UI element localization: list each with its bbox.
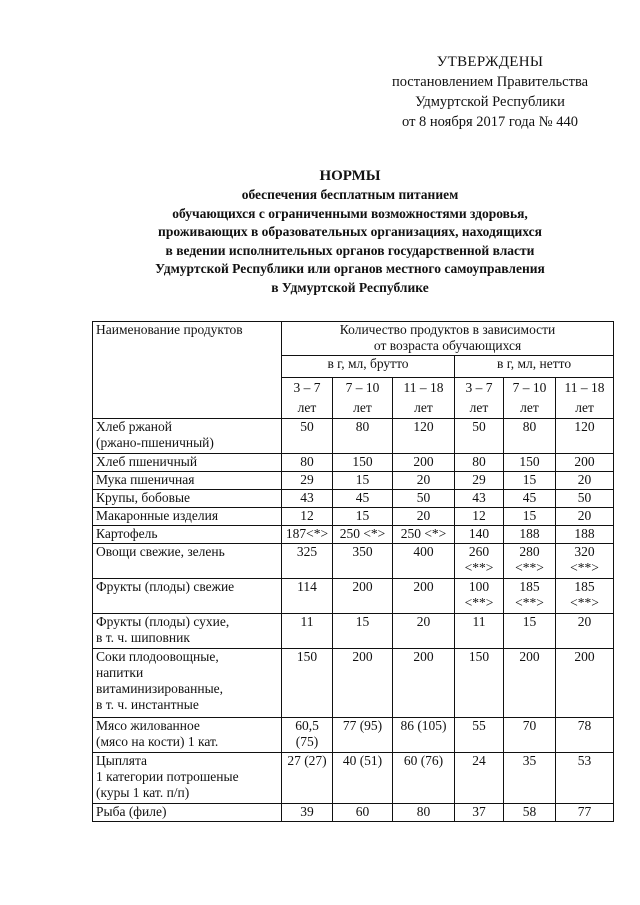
value-line: 200	[413, 579, 434, 594]
value-cell	[504, 804, 556, 822]
value-line: 200	[519, 649, 540, 664]
header-age-1	[333, 378, 393, 419]
value-cell	[556, 419, 614, 454]
product-name-line: Макаронные изделия	[96, 508, 219, 523]
value-cell	[282, 526, 333, 544]
value-cell	[282, 508, 333, 526]
value-line: 20	[577, 472, 592, 487]
value-cell	[504, 419, 556, 454]
product-name-line: (ржано-пшеничный)	[96, 435, 214, 450]
value-line: 77 (95)	[342, 718, 383, 733]
value-cell	[504, 454, 556, 472]
header-age-line: лет	[297, 400, 317, 415]
value-line: 27 (27)	[287, 753, 327, 768]
product-name-line: Фрукты (плоды) свежие	[96, 579, 235, 594]
value-cell	[556, 454, 614, 472]
value-line: 80	[522, 419, 537, 434]
value-line: 55	[472, 718, 486, 733]
value-line: 200	[413, 454, 434, 469]
header-age-line: лет	[520, 400, 539, 415]
value-cell	[282, 544, 333, 579]
value-line: 80	[472, 454, 486, 469]
value-cell	[333, 472, 393, 490]
product-name-line: витаминизированные,	[96, 681, 224, 696]
value-line: 35	[522, 753, 537, 768]
product-name-line: Хлеб ржаной	[96, 419, 172, 434]
value-cell	[393, 526, 455, 544]
value-line: 80	[300, 454, 314, 469]
value-cell	[556, 614, 614, 649]
value-cell	[333, 419, 393, 454]
value-line: 39	[300, 804, 314, 819]
value-line: 60 (76)	[403, 753, 444, 768]
value-cell	[333, 544, 393, 579]
value-cell	[393, 490, 455, 508]
value-cell	[455, 753, 504, 804]
value-line: 200	[352, 649, 373, 664]
value-line: 20	[416, 472, 431, 487]
value-cell	[333, 753, 393, 804]
value-line: 188	[519, 526, 540, 541]
value-line: 29	[300, 472, 314, 487]
value-cell	[455, 454, 504, 472]
value-line: 11	[300, 614, 314, 629]
header-quantity: Количество продуктов в зависимости от возраста обучающихся	[282, 322, 614, 356]
value-cell	[455, 579, 504, 614]
value-cell	[455, 472, 504, 490]
value-line: 70	[522, 718, 537, 733]
value-cell	[455, 419, 504, 454]
header-age-line: 3 – 7	[293, 380, 321, 395]
value-line: 50	[472, 419, 486, 434]
product-name-cell	[93, 753, 282, 804]
product-name-cell	[93, 544, 282, 579]
value-cell	[393, 472, 455, 490]
value-cell	[393, 579, 455, 614]
header-age-2	[393, 378, 455, 419]
value-cell	[455, 614, 504, 649]
title-line-4: в ведении исполнительных органов государственной власти	[165, 242, 535, 258]
value-cell	[282, 614, 333, 649]
value-line: 37	[472, 804, 486, 819]
value-cell	[504, 649, 556, 718]
header-net: в г, мл, нетто	[455, 356, 614, 378]
table-row	[93, 454, 614, 472]
value-cell	[333, 718, 393, 753]
product-name-line: в т. ч. инстантные	[96, 697, 199, 712]
value-line: 60,5	[295, 718, 319, 733]
value-cell	[556, 472, 614, 490]
product-name-line: Мука пшеничная	[96, 472, 195, 487]
product-name-line: Картофель	[96, 526, 158, 541]
value-cell	[504, 614, 556, 649]
product-name-cell	[93, 508, 282, 526]
value-cell	[455, 490, 504, 508]
table-row	[93, 544, 614, 579]
value-cell	[393, 753, 455, 804]
value-line: 250 <*>	[400, 526, 447, 541]
product-name-line: (куры 1 кат. п/п)	[96, 785, 190, 800]
value-line: 11	[472, 614, 486, 629]
value-line: 15	[355, 614, 370, 629]
value-cell	[333, 804, 393, 822]
value-cell	[455, 649, 504, 718]
value-line: 140	[468, 526, 490, 541]
product-name-line: Фрукты (плоды) сухие,	[96, 614, 230, 629]
value-line: 77	[577, 804, 592, 819]
value-line: 320	[574, 544, 595, 559]
header-age-line: лет	[469, 400, 489, 415]
value-line: 24	[472, 753, 486, 768]
value-line: 260	[468, 544, 490, 559]
value-cell	[556, 490, 614, 508]
value-cell	[504, 526, 556, 544]
product-name-cell	[93, 472, 282, 490]
header-age-line: 11 – 18	[403, 380, 444, 395]
product-name-line	[96, 560, 279, 576]
approval-line-3: от 8 ноября 2017 года № 440	[402, 114, 578, 130]
value-line: 43	[300, 490, 314, 505]
header-age-line: 3 – 7	[465, 380, 493, 395]
value-cell	[393, 454, 455, 472]
value-cell	[556, 804, 614, 822]
value-line: <**>	[464, 560, 494, 575]
value-cell	[504, 718, 556, 753]
value-cell	[556, 526, 614, 544]
value-cell	[282, 718, 333, 753]
approval-heading: УТВЕРЖДЕНЫ	[436, 54, 544, 70]
value-line: 29	[472, 472, 486, 487]
value-line: 15	[522, 472, 537, 487]
value-cell	[504, 472, 556, 490]
value-cell	[333, 508, 393, 526]
value-line: 120	[574, 419, 595, 434]
value-cell	[393, 544, 455, 579]
product-name-line: (мясо на кости) 1 кат.	[96, 734, 219, 749]
table-row	[93, 419, 614, 454]
product-name-cell	[93, 454, 282, 472]
title-line-1: обеспечения бесплатным питанием	[241, 187, 459, 202]
value-line: 200	[574, 454, 595, 469]
product-name-line: в т. ч. шиповник	[96, 630, 190, 645]
value-line: 78	[577, 718, 592, 733]
value-line: 150	[296, 649, 318, 664]
header-row-1	[93, 322, 614, 356]
product-name-cell	[93, 419, 282, 454]
value-cell	[556, 753, 614, 804]
title-line-2: обучающихся с ограниченными возможностями здоровья,	[172, 205, 528, 221]
value-cell	[282, 472, 333, 490]
value-cell	[504, 579, 556, 614]
product-name-cell	[93, 804, 282, 822]
product-name-cell	[93, 526, 282, 544]
product-name-cell	[93, 614, 282, 649]
value-line: 120	[413, 419, 434, 434]
table-row	[93, 508, 614, 526]
value-line: 20	[416, 508, 431, 523]
value-cell	[282, 419, 333, 454]
value-cell	[282, 649, 333, 718]
value-cell	[556, 649, 614, 718]
value-cell	[282, 490, 333, 508]
value-line: <**>	[570, 560, 599, 575]
value-line: 15	[355, 472, 370, 487]
value-cell	[333, 649, 393, 718]
value-line: 20	[416, 614, 431, 629]
value-line: 12	[472, 508, 486, 523]
title-main: НОРМЫ	[319, 168, 381, 184]
value-line: 150	[519, 454, 540, 469]
value-cell	[455, 508, 504, 526]
value-cell	[282, 454, 333, 472]
value-cell	[282, 579, 333, 614]
value-line: 200	[413, 649, 434, 664]
value-line: 15	[522, 614, 537, 629]
value-cell	[455, 718, 504, 753]
product-name-cell	[93, 579, 282, 614]
value-line: 350	[352, 544, 373, 559]
product-name-line: напитки	[96, 665, 144, 680]
value-cell	[455, 804, 504, 822]
value-line: 20	[577, 508, 592, 523]
header-age-0	[282, 378, 333, 419]
approval-line-1: постановлением Правительства	[391, 74, 589, 90]
table-row	[93, 804, 614, 822]
product-name-line: Мясо жилованное	[96, 718, 200, 733]
value-cell	[393, 614, 455, 649]
table-row	[93, 490, 614, 508]
value-line: 80	[355, 419, 370, 434]
value-line: 45	[355, 490, 370, 505]
value-cell	[333, 526, 393, 544]
approval-line-2: Удмуртской Республики	[415, 94, 565, 110]
title-line-6: в Удмуртской Республике	[271, 279, 429, 295]
product-name-line: Крупы, бобовые	[96, 490, 191, 505]
value-line: <**>	[570, 595, 599, 610]
table-row	[93, 614, 614, 649]
product-name-cell	[93, 718, 282, 753]
value-line: <**>	[515, 560, 544, 575]
value-cell	[282, 753, 333, 804]
title-line-3: проживающих в образовательных организациях, находящихся	[158, 224, 542, 240]
table-row	[93, 718, 614, 753]
value-cell	[282, 804, 333, 822]
document-title	[90, 166, 610, 298]
product-name-line: Рыба (филе)	[96, 804, 167, 819]
value-line: 45	[522, 490, 537, 505]
value-line: 200	[352, 579, 373, 594]
value-cell	[455, 526, 504, 544]
value-line: 250 <*>	[339, 526, 386, 541]
value-line: 43	[472, 490, 486, 505]
value-line: 50	[577, 490, 592, 505]
value-cell	[556, 508, 614, 526]
value-cell	[393, 419, 455, 454]
table-row	[93, 472, 614, 490]
value-cell	[333, 579, 393, 614]
value-cell	[504, 490, 556, 508]
header-age-line: лет	[414, 400, 433, 415]
value-line: 100	[468, 579, 490, 594]
value-line: 185	[574, 579, 595, 594]
value-cell	[455, 544, 504, 579]
product-name-line: 1 категории потрошеные	[96, 769, 239, 784]
value-cell	[556, 579, 614, 614]
value-line: 200	[574, 649, 595, 664]
header-age-line: 7 – 10	[345, 380, 380, 395]
table-body	[93, 419, 614, 822]
value-cell	[393, 508, 455, 526]
value-line: 53	[577, 753, 592, 768]
product-name-line: Соки плодоовощные,	[96, 649, 219, 664]
norms-table	[92, 321, 614, 822]
value-line: 50	[416, 490, 431, 505]
header-gross: в г, мл, брутто	[282, 356, 455, 378]
value-cell	[333, 614, 393, 649]
header-age-line: лет	[353, 400, 372, 415]
value-cell	[556, 544, 614, 579]
value-line: 12	[300, 508, 314, 523]
value-line: 86 (105)	[400, 718, 447, 733]
header-age-line: 11 – 18	[564, 380, 605, 395]
value-line: 15	[522, 508, 537, 523]
product-name-line: Хлеб пшеничный	[96, 454, 198, 469]
product-name-cell	[93, 649, 282, 718]
value-cell	[504, 544, 556, 579]
value-line: 58	[522, 804, 537, 819]
title-line-5: Удмуртской Республики или органов местного самоуправления	[155, 261, 545, 277]
value-line: 400	[413, 544, 434, 559]
value-cell	[393, 804, 455, 822]
value-line: 280	[519, 544, 540, 559]
product-name-line	[96, 595, 279, 611]
value-line: 60	[355, 804, 370, 819]
product-name-cell	[93, 490, 282, 508]
table-row	[93, 753, 614, 804]
value-cell	[504, 508, 556, 526]
value-line: <**>	[464, 595, 494, 610]
value-line: 20	[577, 614, 592, 629]
value-line: <**>	[515, 595, 544, 610]
value-line: 150	[468, 649, 490, 664]
value-cell	[393, 649, 455, 718]
header-product-name: Наименование продуктов	[93, 322, 282, 419]
value-line: 50	[300, 419, 314, 434]
value-cell	[333, 454, 393, 472]
value-cell	[556, 718, 614, 753]
product-name-line: Цыплята	[96, 753, 148, 768]
value-line: 15	[355, 508, 370, 523]
value-line: 325	[296, 544, 318, 559]
value-line: (75)	[295, 734, 319, 749]
value-line: 114	[297, 579, 317, 594]
value-line: 185	[519, 579, 540, 594]
table-row	[93, 649, 614, 718]
value-line: 80	[416, 804, 431, 819]
value-cell	[393, 718, 455, 753]
header-age-3	[455, 378, 504, 419]
header-age-4	[504, 378, 556, 419]
value-cell	[504, 753, 556, 804]
value-line: 188	[574, 526, 595, 541]
value-line: 150	[352, 454, 373, 469]
header-age-line: 7 – 10	[512, 380, 547, 395]
table-row	[93, 526, 614, 544]
header-age-5	[556, 378, 614, 419]
product-name-line: Овощи свежие, зелень	[96, 544, 225, 559]
value-cell	[333, 490, 393, 508]
value-line: 187<*>	[285, 526, 329, 541]
table-row	[93, 579, 614, 614]
value-line: 40 (51)	[342, 753, 383, 768]
header-age-line: лет	[575, 400, 594, 415]
approval-block	[360, 52, 620, 132]
